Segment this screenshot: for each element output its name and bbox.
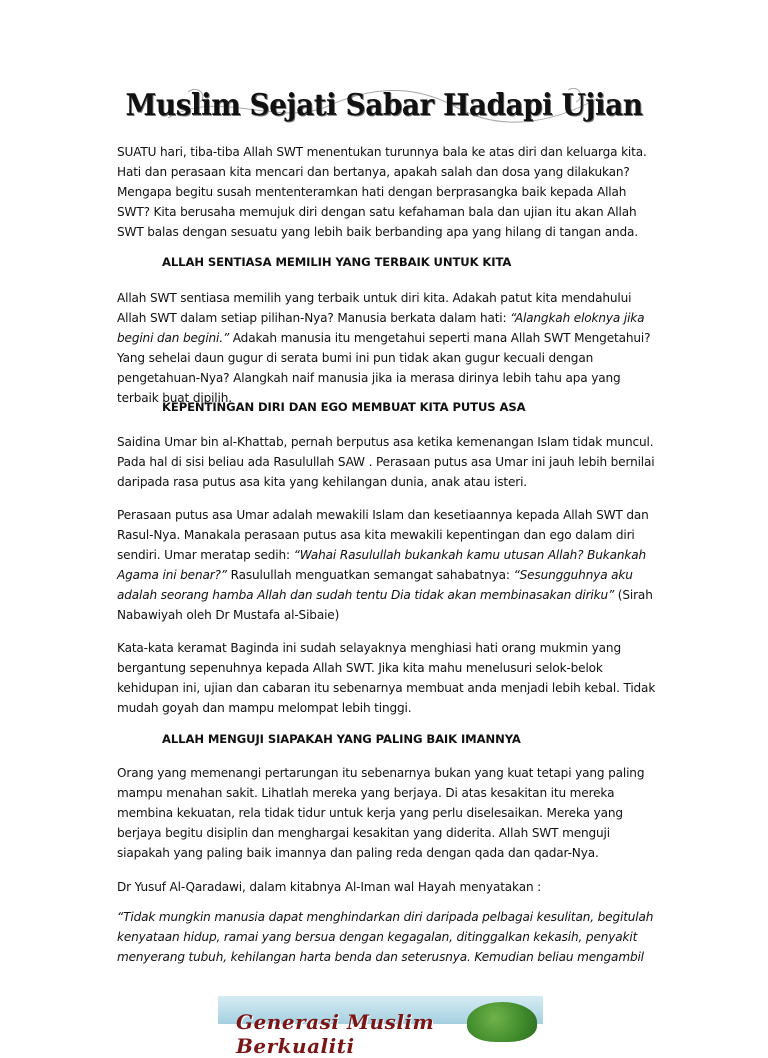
paragraph-4-quote-rasulullah: “Sesungguhnya aku adalah seorang hamba Allah dan sudah tentu Dia tidak akan membinasakan diriku” — [117, 568, 633, 602]
paragraph-4 — [117, 505, 657, 625]
paragraph-4-citation: (Sirah Nabawiyah oleh Dr Mustafa al-Sibaie) — [117, 588, 653, 622]
paragraph-2-quote: “Alangkah eloknya jika begini dan begini.” — [117, 311, 645, 345]
section-heading-2: KEPENTINGAN DIRI DAN EGO MEMBUAT KITA PUTUS ASA — [162, 400, 526, 414]
paragraph-4-text-a: Perasaan putus asa Umar adalah mewakili Islam dan kesetiaannya kepada Allah SWT dan Rasul-Nya. Manakala perasaan putus asa kita mewakili kepentingan dan ego dalam diri sendiri. Umar meratap sedih: — [117, 508, 649, 562]
quote-paragraph: “Tidak mungkin manusia dapat menghindarkan diri daripada pelbagai kesulitan, begitulah kenyataan hidup, ramai yang bersua dengan kegagalan, ditinggalkan kekasih, penyakit menyerang tubuh, kehilangan harta benda dan seterusnya. Kemudian beliau mengambil — [117, 910, 654, 964]
paragraph-2-text-b: Adakah manusia itu mengetahui seperti mana Allah SWT Mengetahui? Yang sehelai daun gugur di serata bumi ini pun tidak akan gugur kecuali dengan pengetahuan-Nya? Alangkah naif manusia jika ia merasa dirinya lebih tahu apa yang terbaik buat dipilih. — [117, 331, 651, 405]
paragraph-4-text-b: Rasulullah menguatkan semangat sahabatnya: — [226, 568, 514, 582]
paragraph-7: Dr Yusuf Al-Qaradawi, dalam kitabnya Al-Iman wal Hayah menyatakan : — [117, 880, 542, 894]
banner-text: Generasi Muslim Berkualiti — [236, 1010, 435, 1058]
paragraph-2 — [117, 288, 657, 408]
title-container — [0, 88, 768, 123]
banner-image — [218, 996, 543, 1058]
paragraph-3: Saidina Umar bin al-Khattab, pernah berputus asa ketika kemenangan Islam tidak muncul. Pada hal di sisi beliau ada Rasulullah SAW . Perasaan putus asa Umar ini jauh lebih bernilai daripada rasa putus asa kita yang kehilangan dunia, anak atau isteri. — [117, 435, 655, 489]
paragraph-6: Orang yang memenangi pertarungan itu sebenarnya bukan yang kuat tetapi yang paling mampu menahan sakit. Lihatlah mereka yang berjaya. Di atas kesakitan itu mereka membina kekuatan, rela tidak tidur untuk kerja yang perlu diselesaikan. Mereka yang berjaya begitu disiplin dan menghargai kesakitan yang diderita. Allah SWT menguji siapakah yang paling baik imannya dan paling reda dengan qada dan qadar-Nya. — [117, 766, 645, 860]
article-title: Muslim Sejati Sabar Hadapi Ujian — [125, 88, 643, 123]
paragraph-4-quote-umar: “Wahai Rasulullah bukankah kamu utusan Allah? Bukankah Agama ini benar?” — [117, 548, 647, 582]
section-heading-3: ALLAH MENGUJI SIAPAKAH YANG PALING BAIK IMANNYA — [162, 732, 521, 746]
section-heading-1: ALLAH SENTIASA MEMILIH YANG TERBAIK UNTUK KITA — [162, 255, 512, 269]
paragraph-2-text-a: Allah SWT sentiasa memilih yang terbaik untuk diri kita. Adakah patut kita mendahului Allah SWT dalam setiap pilihan-Nya? Manusia berkata dalam hati: — [117, 291, 632, 325]
paragraph-intro: SUATU hari, tiba-tiba Allah SWT menentukan turunnya bala ke atas diri dan keluarga kita. Hati dan perasaan kita mencari dan bertanya, apakah salah dan dosa yang dilakukan? Mengapa begitu susah mententeramkan hati dengan berprasangka baik kepada Allah SWT? Kita berusaha memujuk diri dengan satu kefahaman bala dan ujian itu akan Allah SWT balas dengan sesuatu yang lebih baik berbanding apa yang hilang di tangan anda. — [117, 145, 647, 239]
tree-icon — [467, 1002, 537, 1042]
paragraph-5: Kata-kata keramat Baginda ini sudah selayaknya menghiasi hati orang mukmin yang bergantung sepenuhnya kepada Allah SWT. Jika kita mahu menelusuri selok-belok kehidupan ini, ujian dan cabaran itu sebenarnya membuat anda menjadi lebih kebal. Tidak mudah goyah dan mampu melompat lebih tinggi. — [117, 641, 656, 715]
